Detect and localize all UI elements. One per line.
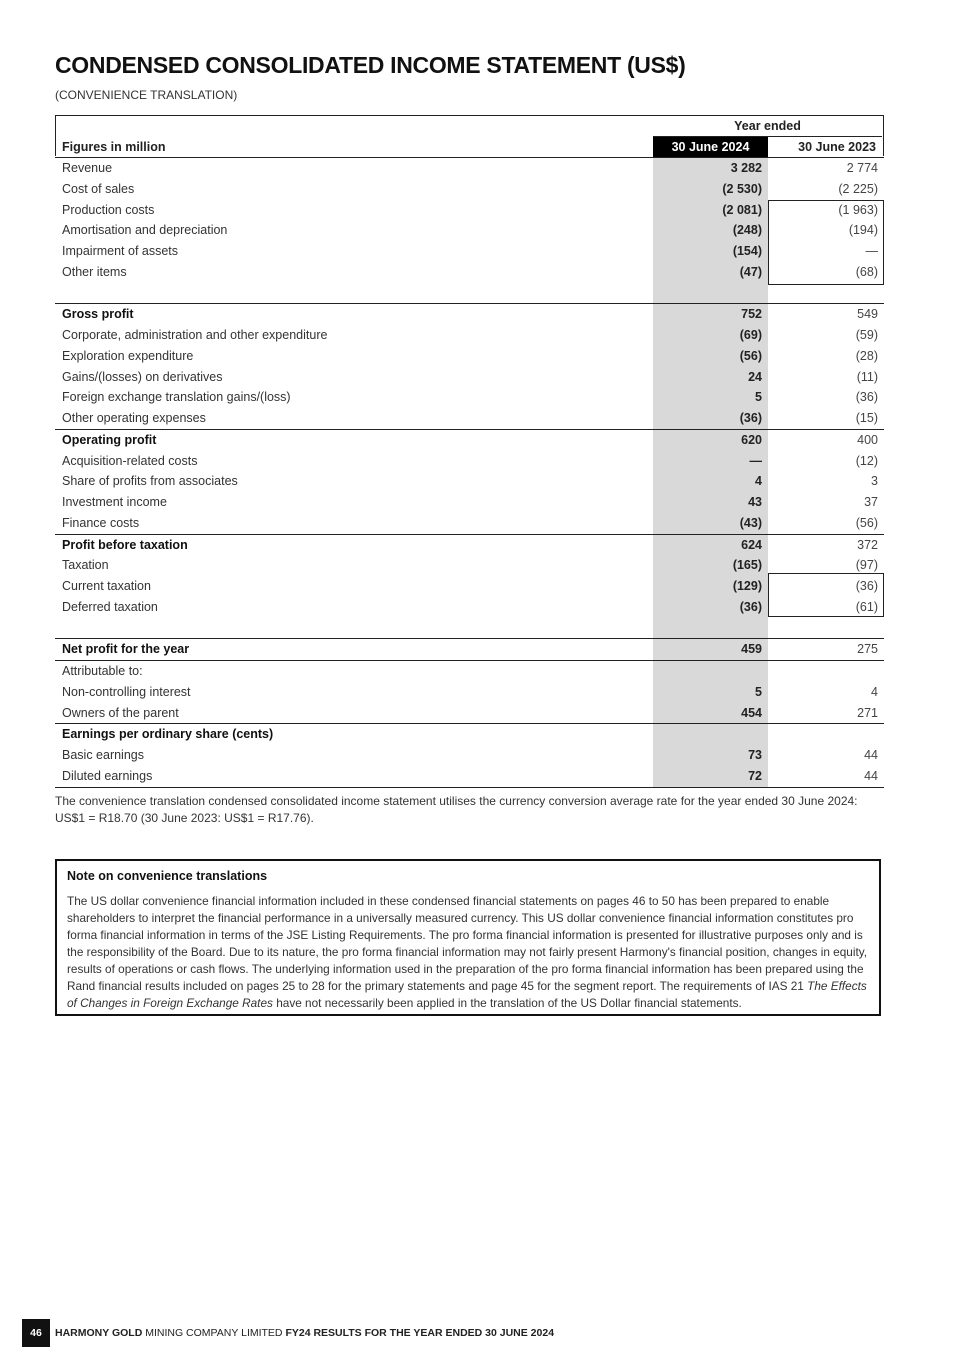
value-2023: 271 bbox=[857, 705, 878, 720]
value-2024: 454 bbox=[653, 703, 768, 724]
value-2024: (69) bbox=[653, 325, 768, 346]
table-row bbox=[55, 724, 884, 745]
table-row bbox=[55, 429, 884, 451]
row-label: Finance costs bbox=[62, 515, 140, 530]
value-2023: (68) bbox=[855, 264, 878, 279]
value-2024: 73 bbox=[653, 745, 768, 766]
table-row bbox=[55, 766, 884, 788]
table-row bbox=[55, 638, 884, 661]
figures-label: Figures in million bbox=[62, 140, 166, 154]
value-2024 bbox=[653, 724, 768, 745]
value-2023: (1 963) bbox=[838, 202, 878, 217]
value-2024: 4 bbox=[653, 471, 768, 492]
table-row bbox=[55, 346, 884, 367]
value-2023: — bbox=[865, 244, 878, 258]
row-label: Attributable to: bbox=[62, 664, 143, 678]
value-2023: 44 bbox=[864, 768, 878, 783]
row-label: Impairment of assets bbox=[62, 244, 179, 258]
note-body-start: The US dollar convenience financial information included in these condensed financial statements on pages 46 to 50 has been prepared to enable shareholders to interpret the financial performance in a universally measured currency. This US dollar convenience financial information constitutes pro forma financial information in terms of the JSE Listing Requirements. The pro forma financial information is presented for illustrative purposes only and is the responsibility of the Board. Due to its nature, the pro forma financial information may not fairly present Harmony's financial position, changes in equity, results of operations or cash flows. The underlying information used in the preparation of the pro forma financial information has been prepared using the Rand financial results included on pages 25 to 28 for the primary statements and page 45 for the segment report. The requirements of IAS 21 bbox=[67, 894, 868, 993]
footer-company-rest: MINING COMPANY LIMITED bbox=[142, 1327, 286, 1339]
row-label: Current taxation bbox=[62, 579, 151, 593]
row-label: Net profit for the year bbox=[62, 642, 190, 657]
value-2024: — bbox=[653, 451, 768, 472]
row-label: Operating profit bbox=[62, 432, 157, 447]
row-label: Basic earnings bbox=[62, 748, 144, 762]
value-2024: 752 bbox=[653, 304, 768, 325]
value-2024: 3 282 bbox=[653, 158, 768, 179]
table-row bbox=[55, 283, 884, 304]
value-2023: 37 bbox=[864, 495, 878, 509]
table-row bbox=[55, 618, 884, 639]
table-row bbox=[55, 492, 884, 513]
table-row bbox=[55, 576, 884, 597]
table-row bbox=[55, 555, 884, 576]
value-2023: 2 774 bbox=[846, 161, 878, 175]
footer-company-bold: HARMONY GOLD bbox=[55, 1327, 143, 1339]
value-2023: (59) bbox=[855, 328, 878, 342]
value-2023 bbox=[768, 283, 884, 304]
value-2023: (36) bbox=[855, 579, 878, 593]
row-label: Profit before taxation bbox=[62, 537, 188, 552]
note-body bbox=[67, 893, 869, 1012]
value-2023: 400 bbox=[857, 432, 878, 447]
table-row bbox=[55, 661, 884, 682]
value-2024: (43) bbox=[653, 513, 768, 534]
row-label: Other items bbox=[62, 264, 127, 279]
note-body-end: have not necessarily been applied in the translation of the US Dollar financial statements. bbox=[272, 996, 742, 1010]
value-2023: 549 bbox=[857, 307, 878, 322]
row-label: Exploration expenditure bbox=[62, 348, 194, 363]
row-label: Investment income bbox=[62, 495, 167, 509]
row-label: Revenue bbox=[62, 161, 113, 175]
note-body-italic: The Effects of Changes in Foreign Exchange Rates bbox=[67, 979, 867, 1010]
value-2024: (36) bbox=[653, 408, 768, 429]
table-row bbox=[55, 220, 884, 241]
value-2024: 459 bbox=[653, 639, 768, 660]
row-label: Diluted earnings bbox=[62, 768, 153, 783]
row-label: Gross profit bbox=[62, 307, 134, 322]
row-label: Deferred taxation bbox=[62, 599, 158, 614]
table-row bbox=[55, 534, 884, 556]
value-2024: 24 bbox=[653, 367, 768, 388]
table-row bbox=[55, 367, 884, 388]
table-row bbox=[55, 682, 884, 703]
table-row bbox=[55, 703, 884, 725]
row-label: Owners of the parent bbox=[62, 705, 179, 720]
value-2023: (2 225) bbox=[838, 181, 878, 196]
row-label: Production costs bbox=[62, 202, 155, 217]
row-label: Earnings per ordinary share (cents) bbox=[62, 727, 274, 742]
table-body bbox=[55, 158, 884, 788]
row-label: Cost of sales bbox=[62, 181, 135, 196]
value-2024: (165) bbox=[653, 555, 768, 576]
row-label: Share of profits from associates bbox=[62, 474, 238, 489]
row-label: Acquisition-related costs bbox=[62, 453, 198, 468]
value-2023: (61) bbox=[855, 599, 878, 614]
table-header bbox=[55, 137, 884, 158]
table-row bbox=[55, 471, 884, 492]
footer-report-title: FY24 RESULTS FOR THE YEAR ENDED 30 JUNE 2024 bbox=[285, 1327, 555, 1339]
value-2023: (28) bbox=[855, 348, 878, 363]
value-2024: 72 bbox=[653, 766, 768, 787]
row-label: Amortisation and depreciation bbox=[62, 223, 228, 238]
table-row bbox=[55, 200, 884, 221]
page-footer bbox=[22, 1319, 554, 1347]
table-row bbox=[55, 513, 884, 534]
value-2023: (11) bbox=[856, 369, 878, 384]
value-2023: (194) bbox=[848, 223, 878, 238]
value-2023: (97) bbox=[855, 558, 878, 573]
value-2024: 5 bbox=[653, 387, 768, 408]
table-header-top bbox=[55, 115, 884, 137]
row-label: Gains/(losses) on derivatives bbox=[62, 369, 223, 384]
note-heading: Note on convenience translations bbox=[67, 869, 268, 883]
table-row bbox=[55, 745, 884, 766]
value-2023: 4 bbox=[871, 684, 878, 699]
row-label: Foreign exchange translation gains/(loss) bbox=[62, 390, 291, 405]
value-2023: 372 bbox=[857, 537, 878, 552]
row-label: Corporate, administration and other expenditure bbox=[62, 328, 328, 342]
row-label: Other operating expenses bbox=[62, 411, 206, 425]
table-row bbox=[55, 241, 884, 262]
table-row bbox=[55, 158, 884, 179]
value-2024: (129) bbox=[653, 576, 768, 597]
table-row bbox=[55, 408, 884, 429]
value-2023: 3 bbox=[871, 474, 878, 489]
table-row bbox=[55, 387, 884, 408]
value-2023: (56) bbox=[855, 515, 878, 530]
conversion-footnote: The convenience translation condensed consolidated income statement utilises the currency conversion average rate for the year ended 30 June 2024: US$1 = R18.70 (30 June 2023: US$1 = R17.76). bbox=[55, 794, 858, 825]
column-header-2024: 30 June 2024 bbox=[653, 137, 768, 157]
value-2024 bbox=[653, 618, 768, 639]
column-header-2023: 30 June 2023 bbox=[798, 140, 876, 154]
page-title: CONDENSED CONSOLIDATED INCOME STATEMENT (US$) bbox=[55, 52, 686, 78]
value-2024: (2 530) bbox=[653, 179, 768, 200]
value-2023: 44 bbox=[864, 748, 878, 762]
value-2023: (36) bbox=[855, 390, 878, 405]
value-2023: 275 bbox=[857, 642, 878, 657]
table-row bbox=[55, 597, 884, 618]
convenience-translation-note bbox=[55, 859, 881, 1016]
value-2024: 5 bbox=[653, 682, 768, 703]
value-2023 bbox=[768, 661, 884, 682]
year-ended-label: Year ended bbox=[734, 119, 801, 133]
value-2023: (12) bbox=[855, 453, 878, 468]
value-2024: (248) bbox=[653, 220, 768, 241]
value-2024: (56) bbox=[653, 346, 768, 367]
table-row bbox=[55, 179, 884, 200]
row-label: Taxation bbox=[62, 558, 109, 573]
value-2023: (15) bbox=[855, 411, 878, 425]
table-row bbox=[55, 451, 884, 472]
value-2024: (47) bbox=[653, 262, 768, 283]
page-subtitle: (CONVENIENCE TRANSLATION) bbox=[55, 88, 238, 102]
value-2024: (2 081) bbox=[653, 200, 768, 221]
value-2023 bbox=[768, 724, 884, 745]
row-label: Non-controlling interest bbox=[62, 684, 191, 699]
page-number: 46 bbox=[22, 1319, 50, 1347]
value-2024 bbox=[653, 661, 768, 682]
table-row bbox=[55, 262, 884, 283]
value-2024: 624 bbox=[653, 535, 768, 556]
value-2024: 620 bbox=[653, 430, 768, 451]
value-2024 bbox=[653, 283, 768, 304]
value-2024: 43 bbox=[653, 492, 768, 513]
value-2024: (154) bbox=[653, 241, 768, 262]
value-2024: (36) bbox=[653, 597, 768, 618]
table-row bbox=[55, 325, 884, 346]
income-statement-table bbox=[55, 115, 884, 788]
table-row bbox=[55, 303, 884, 325]
value-2023 bbox=[768, 618, 884, 639]
